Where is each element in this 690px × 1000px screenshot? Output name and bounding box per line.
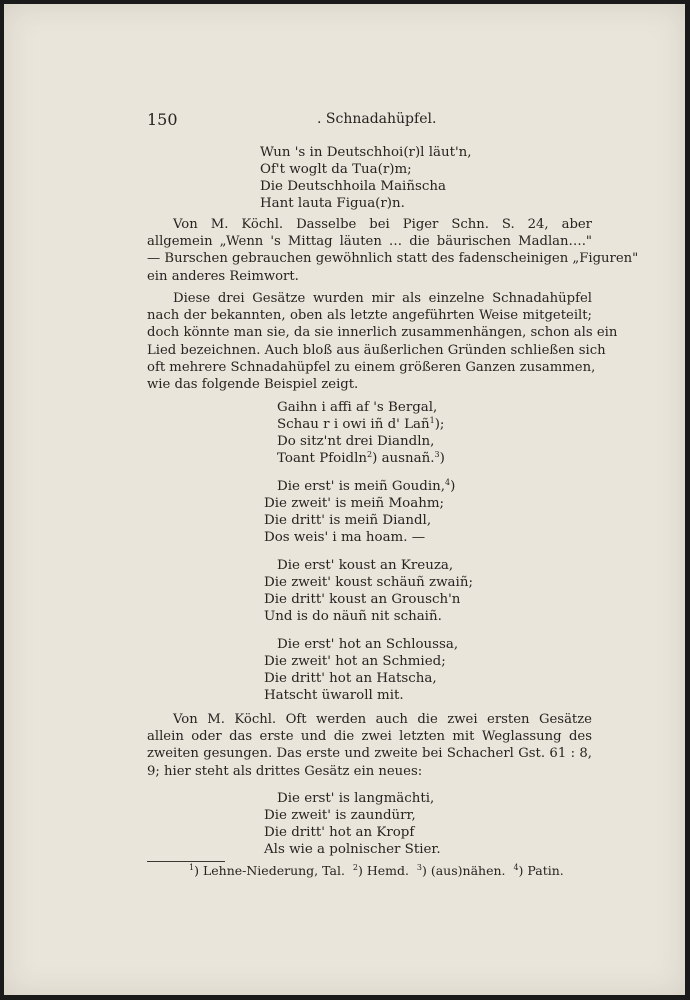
verse-2-stanza-1 <box>277 399 445 467</box>
verse-2-stanza-3 <box>264 557 473 625</box>
verse-line: Und is do näuñ nit schaiñ. <box>264 609 442 624</box>
verse-line: Die dritt' koust an Grousch'n <box>264 592 461 607</box>
page-number: 150 <box>147 110 178 129</box>
paragraph-line: Von M. Köchl. Dasselbe bei Piger Schn. S. 24, aber <box>173 217 592 232</box>
paragraph-line: — Burschen gebrauchen gewöhnlich statt des fadenscheinigen „Figuren" <box>147 251 639 267</box>
verse-line: Die erst' hot an Schloussa, <box>277 637 459 652</box>
verse-3 <box>264 790 441 858</box>
paragraph-3 <box>147 711 592 780</box>
verse-line: Die Deutschhoila Maiñscha <box>260 179 446 194</box>
verse-line: Dos weis' i ma hoam. — <box>264 530 426 545</box>
paragraph-line: allgemein „Wenn 's Mittag läuten … die bäurischen Madlan…." <box>147 234 592 250</box>
footnote-text: ) Lehne-Niederung, Tal. <box>194 863 345 878</box>
paragraph-line: Lied bezeichnen. Auch bloß aus äußerlichen Gründen schließen sich <box>147 342 606 358</box>
paragraph-line: wie das folgende Beispiel zeigt. <box>147 377 359 393</box>
verse-line: Schau r i owi iñ d' Lañ$^1$); <box>277 416 445 432</box>
paragraph-line: 9; hier steht als drittes Gesätz ein neues: <box>147 763 423 779</box>
footnote-divider <box>147 861 225 862</box>
paragraph-line: Diese drei Gesätze wurden mir als einzelne Schnadahüpfel <box>173 291 592 306</box>
verse-line: Die erst' koust an Kreuza, <box>277 558 454 573</box>
verse-line: Hant lauta Figua(r)n. <box>260 196 405 211</box>
running-title: . Schnadahüpfel. <box>317 111 437 127</box>
paragraph-line: ein anderes Reimwort. <box>147 268 299 284</box>
footnote-marker: 2 <box>352 863 358 872</box>
paragraph-line: oft mehrere Schnadahüpfel zu einem größeren Ganzen zusammen, <box>147 359 596 375</box>
paragraph-line: zweiten gesungen. Das erste und zweite bei Schacherl Gst. 61 : 8, <box>147 746 592 762</box>
verse-line: Die zweit' is meiñ Moahm; <box>264 496 445 511</box>
footnote-text: ) Hemd. <box>357 863 409 878</box>
paragraph-2 <box>147 290 618 393</box>
footnote-marker: 4 <box>513 863 519 872</box>
verse-line: Gaihn i affi af 's Bergal, <box>277 400 438 415</box>
verse-line: Die zweit' hot an Schmied; <box>264 654 446 669</box>
page-sheet <box>4 4 685 995</box>
verse-2-stanza-4 <box>264 636 458 704</box>
verse-line: Die dritt' is meiñ Diandl, <box>264 513 432 528</box>
verse-line: Of't woglt da Tua(r)m; <box>260 162 412 177</box>
verse-2-stanza-2 <box>264 478 455 546</box>
verse-line: Toant Pfoidln$^2$) ausnañ.$^3$) <box>277 450 445 466</box>
paragraph-line: allein oder das erste und die zwei letzten mit Weglassung des <box>147 729 592 745</box>
verse-line: Die erst' is meiñ Goudin,$^4$) <box>277 478 456 494</box>
verse-line: Die zweit' koust schäuñ zwaiñ; <box>264 575 473 590</box>
footnote-marker: 3 <box>416 863 422 872</box>
verse-line: Do sitz'nt drei Diandln, <box>277 434 435 449</box>
footnote-marker: 1 <box>189 863 195 872</box>
verse-line: Als wie a polnischer Stier. <box>264 842 441 857</box>
verse-line: Wun 's in Deutschhoi(r)l läut'n, <box>260 145 472 160</box>
verse-line: Die dritt' hot an Kropf <box>264 825 415 840</box>
verse-line: Die zweit' is zaundürr, <box>264 808 416 823</box>
paragraph-line: doch könnte man sie, da sie innerlich zusammenhängen, schon als ein <box>147 325 618 341</box>
verse-line: Die erst' is langmächti, <box>277 791 435 806</box>
paragraph-line: nach der bekannten, oben als letzte angeführten Weise mitgeteilt; <box>147 308 592 324</box>
verse-line: Hatscht üwaroll mit. <box>264 688 404 703</box>
page-header <box>147 110 567 130</box>
paragraph-line: Von M. Köchl. Oft werden auch die zwei ersten Gesätze <box>173 712 592 727</box>
verse-1 <box>260 144 472 212</box>
footnote-text: ) Patin. <box>518 863 564 878</box>
verse-line: Die dritt' hot an Hatscha, <box>264 671 437 686</box>
paragraph-1 <box>147 216 639 285</box>
footnote-text: ) (aus)nähen. <box>422 863 506 878</box>
footnotes <box>189 863 564 878</box>
